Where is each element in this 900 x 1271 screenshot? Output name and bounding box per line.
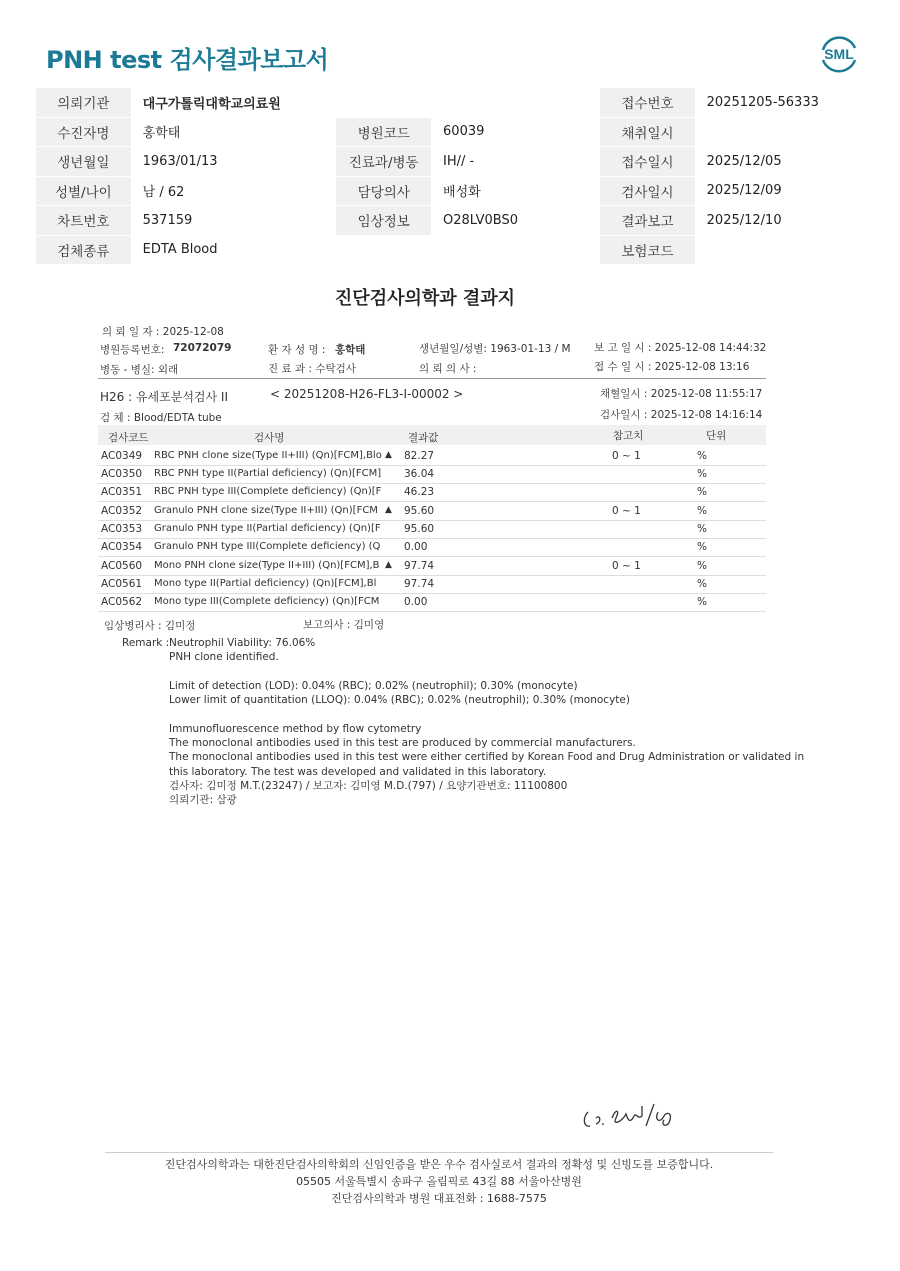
unit: % [697,596,707,608]
test-name: Mono type III(Complete deficiency) (Qn)[FCM [154,596,380,607]
remark-line [169,665,789,679]
info-value: IH// - [431,147,600,177]
info-label: 채취일시 [600,117,694,147]
info-label [336,235,431,265]
result-value: 0.00 [404,596,428,608]
col-code: 검사코드 [108,432,149,444]
test-name: Granulo PNH type II(Partial deficiency) (Qn)[F [154,523,381,534]
test-name: Mono type II(Partial deficiency) (Qn)[FCM],Bl [154,578,377,589]
remark-line: The monoclonal antibodies used in this test were either certified by Korean Food and Drug Administration or validated in [169,751,805,764]
patient-label: 환 자 성 명 : [268,344,326,356]
test-code: AC0561 [101,578,143,590]
reference-range: 0 ~ 1 [612,505,641,517]
remark-line: 의뢰기관: 삼광 [169,794,237,807]
info-value: 537159 [131,206,337,236]
info-value [695,117,864,147]
remark-line: The monoclonal antibodies used in this test are produced by commercial manufacturers. [169,737,636,750]
col-value: 결과값 [408,432,439,444]
remark-line: this laboratory. The test was developed and validated in this laboratory. [169,765,547,778]
unit: % [697,560,707,572]
row-divider [98,556,766,557]
info-value: 2025/12/09 [695,176,864,206]
info-label: 진료과/병동 [336,147,431,177]
sml-logo [815,30,863,78]
info-label: 접수일시 [600,147,694,177]
test-group: H26 : 유세포분석검사 II [100,390,229,404]
info-value: 2025/12/05 [695,147,864,177]
info-label: 성별/나이 [36,176,131,206]
info-row [36,206,864,236]
info-row [36,117,864,147]
row-divider [98,611,766,612]
test-code: AC0351 [101,486,143,498]
row-divider [98,465,766,466]
info-label: 차트번호 [36,206,131,236]
accession-number: < 20251208-H26-FL3-I-00002 > [270,387,464,401]
reference-range: 0 ~ 1 [612,450,641,462]
result-value: 36.04 [404,468,435,480]
info-label: 검체종류 [36,235,131,265]
remark-line: Immunofluorescence method by flow cytometry [169,722,422,735]
report-time: 보 고 일 시 : 2025-12-08 14:44:32 [594,342,767,354]
row-divider [98,483,766,484]
info-label: 임상정보 [336,206,431,236]
footer-address: 05505 서울특별시 송파구 올림픽로 43길 88 서울아산병원 [296,1175,582,1188]
info-row [36,147,864,177]
info-label: 보험코드 [600,235,694,265]
info-value: 1963/01/13 [131,147,337,177]
reg-no-label: 병원등록번호: [100,344,165,356]
info-value [695,235,864,265]
footer-divider [105,1152,773,1153]
unit: % [697,468,707,480]
footer-cert: 진단검사의학과는 대한진단검사의학회의 신임인증을 받은 우수 검사실로서 결과의 정확성 및 신빙도를 보증합니다. [164,1158,714,1171]
ward: 병동 - 병실: 외래 [100,364,179,376]
reporting-doctor: 보고의사 : 김미영 [303,619,385,631]
test-name: RBC PNH type II(Partial deficiency) (Qn)[FCM] [154,468,382,479]
specimen: 검 체 : Blood/EDTA tube [100,412,222,424]
info-label: 결과보고 [600,206,694,236]
reference-range: 0 ~ 1 [612,560,641,572]
remark-block [122,636,805,807]
unit: % [697,523,707,535]
unit: % [697,450,707,462]
result-value: 95.60 [404,523,435,535]
divider [98,378,766,379]
test-time: 검사일시 : 2025-12-08 14:16:14 [600,409,763,421]
remark-text [169,636,805,808]
unit: % [697,486,707,498]
col-ref: 참고치 [613,430,644,442]
result-value: 97.74 [404,578,435,590]
unit: % [697,541,707,553]
collect-time: 채혈일시 : 2025-12-08 11:55:17 [600,388,763,400]
result-value: 95.60 [404,505,435,517]
requesting-doctor: 의 뢰 의 사 : [419,363,477,375]
test-code: AC0560 [101,560,143,572]
info-value [431,235,600,265]
test-code: AC0352 [101,505,143,517]
info-value [431,88,600,117]
info-value: 대구가톨릭대학교의료원 [131,88,337,117]
info-label: 의뢰기관 [36,88,131,117]
info-label: 검사일시 [600,176,694,206]
info-label: 생년월일 [36,147,131,177]
test-code: AC0354 [101,541,143,553]
result-value: 97.74 [404,560,435,572]
remark-line [169,707,789,721]
test-code: AC0349 [101,450,143,462]
result-value: 82.27 [404,450,435,462]
test-code: AC0353 [101,523,143,535]
remark-line: 검사자: 김미정 M.T.(23247) / 보고자: 김미영 M.D.(797) / 요양기관번호: 11100800 [169,779,568,792]
info-label [336,88,431,117]
receipt-time: 접 수 일 시 : 2025-12-08 13:16 [594,361,750,373]
remark-label: Remark : [122,637,170,649]
test-name: Granulo PNH clone size(Type II+III) (Qn)[FCM [154,505,378,516]
col-name: 검사명 [254,432,285,444]
result-value: 0.00 [404,541,428,553]
page-title: PNH test 검사결과보고서 [46,46,329,74]
info-value: 홍학태 [131,117,337,147]
reg-no: 72072079 [173,342,232,354]
report-title: 진단검사의학과 결과지 [334,288,516,309]
high-flag-icon: ▲ [385,505,392,515]
info-value: 20251205-56333 [695,88,864,117]
unit: % [697,505,707,517]
row-divider [98,575,766,576]
info-row [36,88,864,117]
test-name: Granulo PNH type III(Complete deficiency) (Q [154,541,381,552]
test-code: AC0350 [101,468,143,480]
info-value: EDTA Blood [131,235,337,265]
remark-line: Limit of detection (LOD): 0.04% (RBC); 0.02% (neutrophil); 0.30% (monocyte) [169,679,578,692]
high-flag-icon: ▲ [385,450,392,460]
clinical-pathologist: 임상병리사 : 김미정 [104,620,196,632]
patient-name: 홍학태 [335,344,366,356]
info-value: 남 / 62 [131,176,337,206]
footer-phone: 진단검사의학과 병원 대표전화 : 1688-7575 [331,1192,547,1205]
test-name: RBC PNH type III(Complete deficiency) (Qn)[F [154,486,382,497]
remark-line: Neutrophil Viability: 76.06% [169,637,316,649]
unit: % [697,578,707,590]
test-code: AC0562 [101,596,143,608]
info-value: O28LV0BS0 [431,206,600,236]
logo-text: SML [824,46,854,62]
info-value: 배성화 [431,176,600,206]
col-unit: 단위 [706,430,727,442]
info-label: 접수번호 [600,88,694,117]
result-value: 46.23 [404,486,435,498]
high-flag-icon: ▲ [385,560,392,570]
info-value: 60039 [431,117,600,147]
row-divider [98,501,766,502]
info-row [36,176,864,206]
remark-line: Lower limit of quantitation (LLOQ): 0.04% (RBC); 0.02% (neutrophil); 0.30% (monocyte) [169,694,630,707]
info-label: 담당의사 [336,176,431,206]
row-divider [98,538,766,539]
info-value: 2025/12/10 [695,206,864,236]
request-date: 의 뢰 일 자 : 2025-12-08 [102,326,224,338]
birth-sex: 생년월일/성별: 1963-01-13 / M [419,343,571,355]
info-label: 수진자명 [36,117,131,147]
test-name: RBC PNH clone size(Type II+III) (Qn)[FCM],Blo [154,450,382,461]
dept: 진 료 과 : 수탁검사 [268,363,356,375]
row-divider [98,520,766,521]
row-divider [98,593,766,594]
test-name: Mono PNH clone size(Type II+III) (Qn)[FCM],B [154,560,380,571]
info-label: 병원코드 [336,117,431,147]
signature [580,1098,730,1138]
info-row [36,235,864,265]
patient-info-table [36,88,864,265]
remark-line: PNH clone identified. [169,651,279,664]
